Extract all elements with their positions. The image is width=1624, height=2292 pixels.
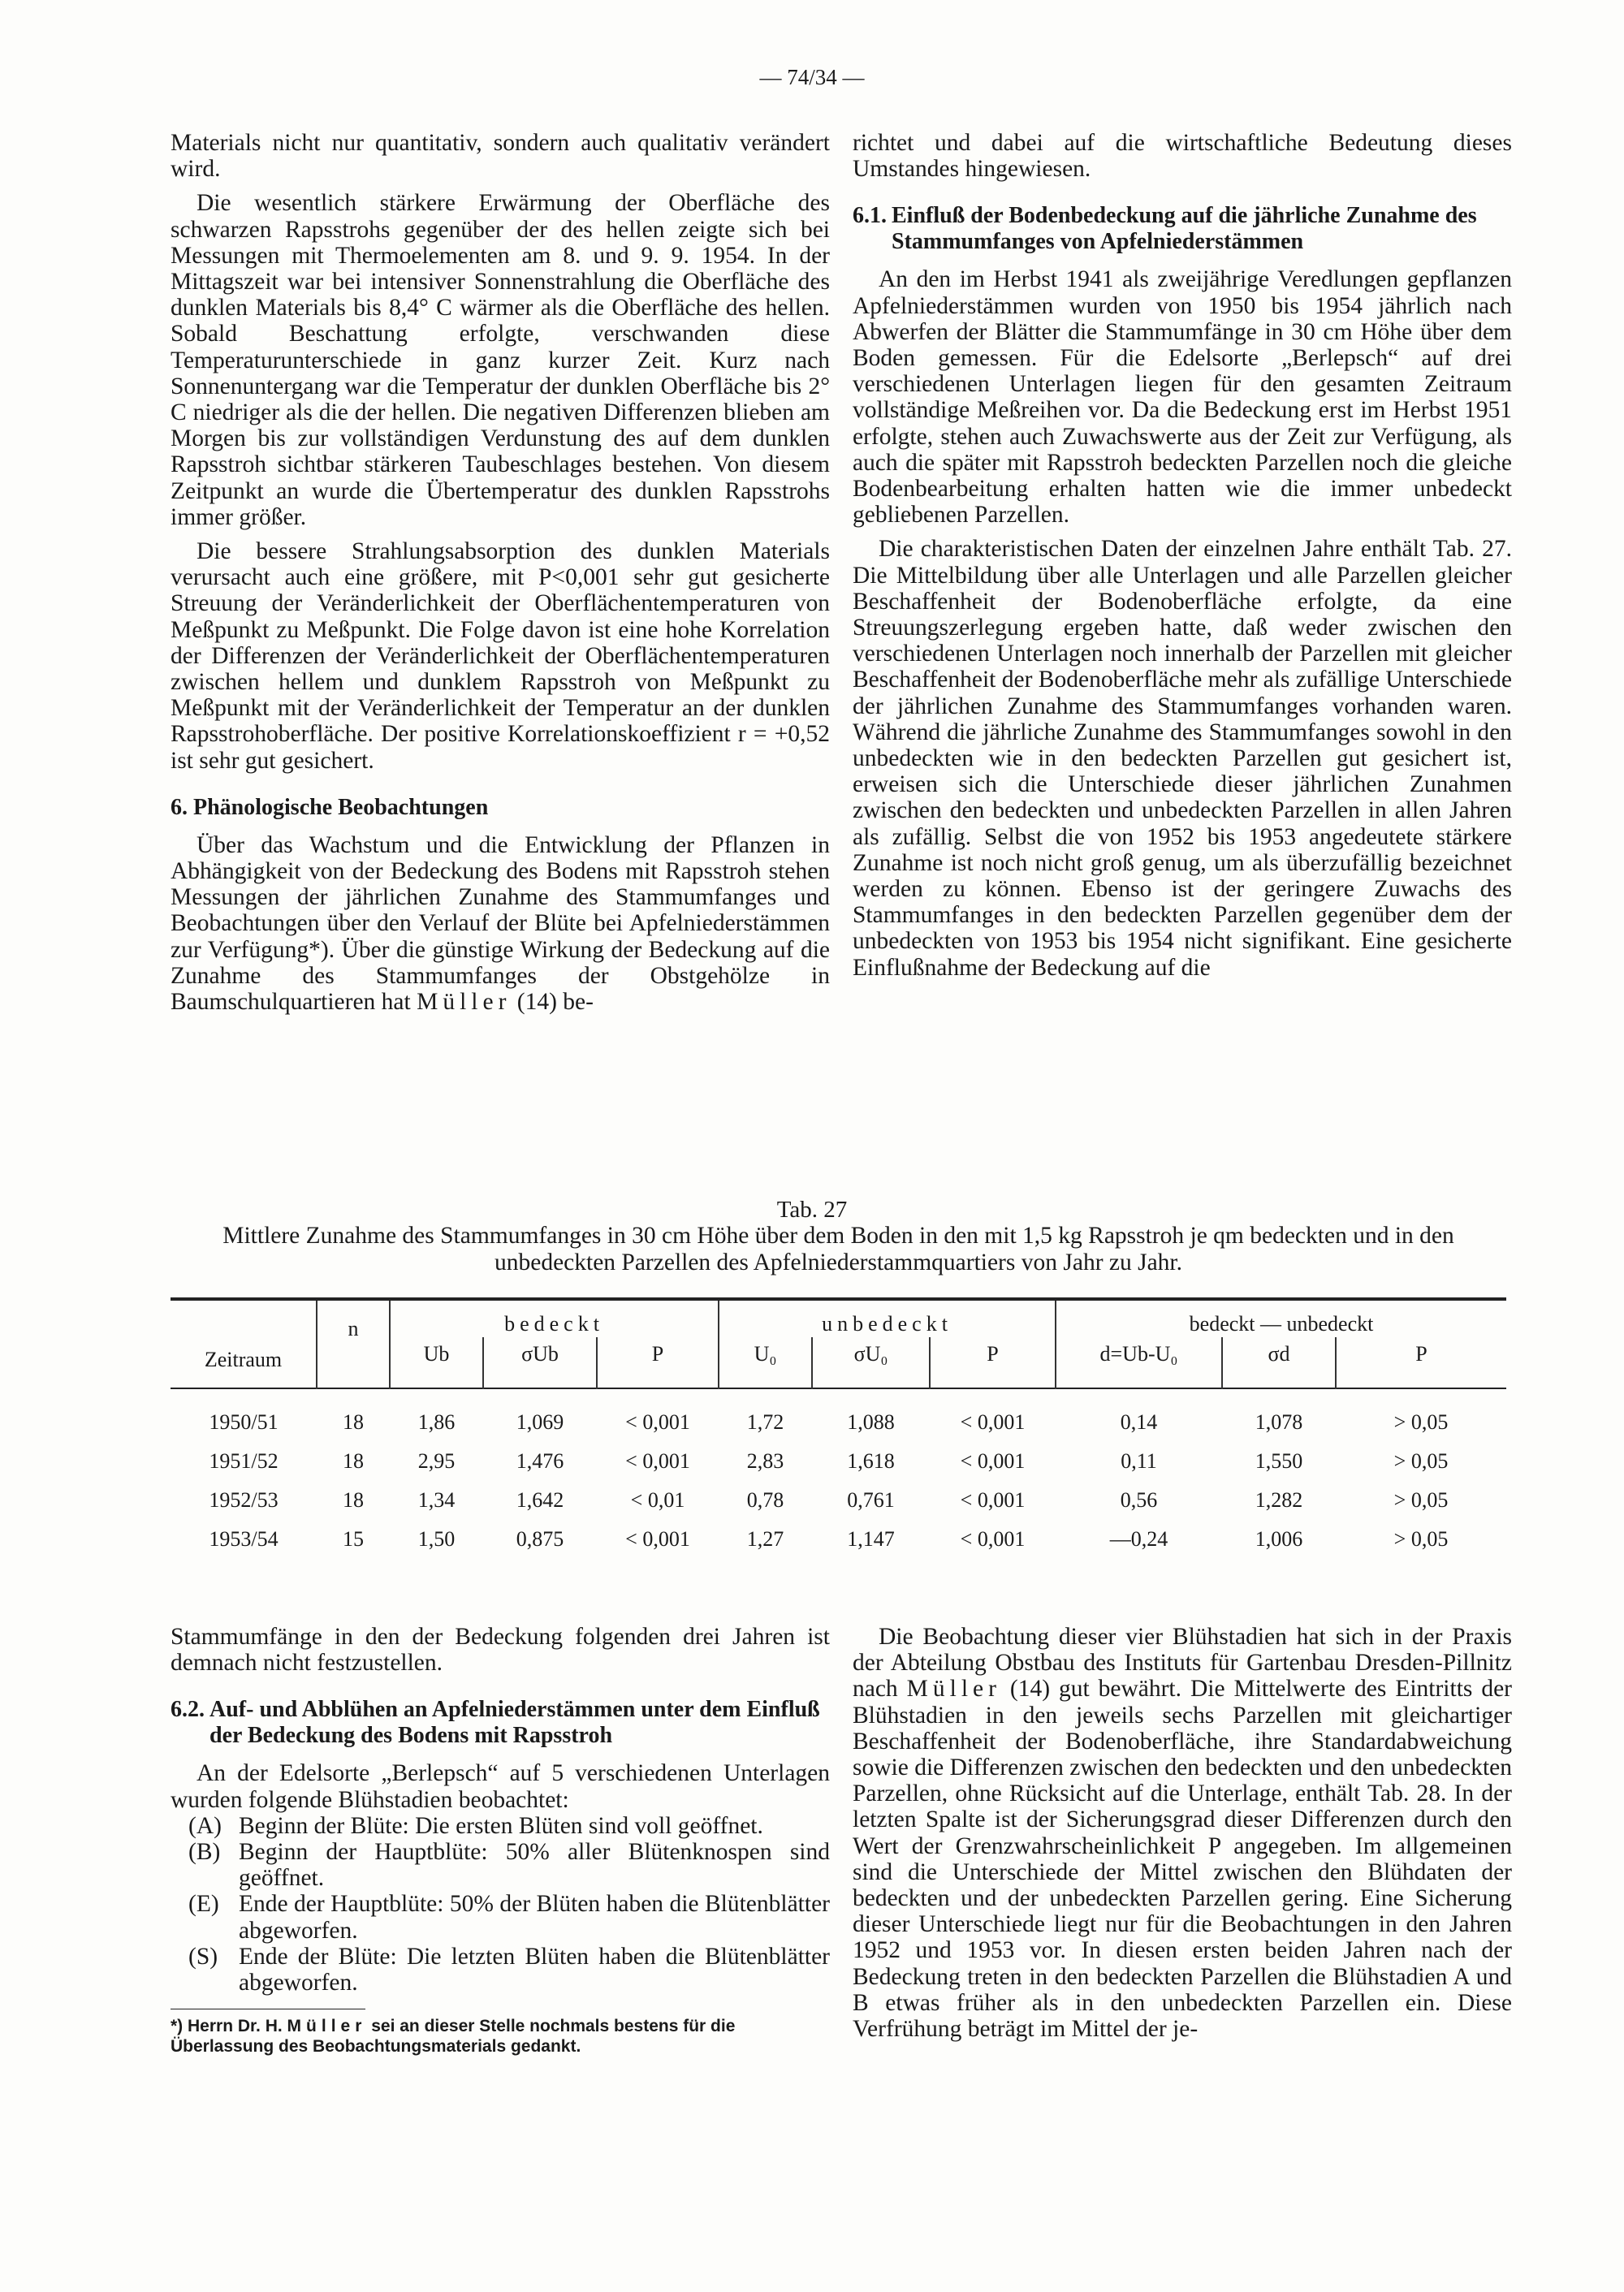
subheader-sigma-uo: σU₀ <box>812 1337 930 1388</box>
paragraph: Die charakteristischen Daten der einzelnen Jahre enthält Tab. 27. Die Mittelbildung über alle Unterlagen und alle Parzellen gleicher Beschaffenheit der Bodenoberfläche erfolgte, da eine Streuungszerlegung ergeben hatte, daß weder zwischen den verschiedenen Unterlagen noch innerhalb der Parzellen mit gleicher Beschaffenheit der Bodenoberfläche mehr als zufällige Unterschiede der jährlichen Zunahme des Stammumfanges vorhanden waren. Während die jährliche Zunahme des Stammumfanges sowohl in den unbedeckten wie in den bedeckten Parzellen gut gesichert ist, erweisen sich die Unterschiede dieser jährlichen Zunahmen zwischen den bedeckten und unbedeckten Parzellen in allen Jahren als zufällig. Selbst die von 1952 bis 1953 angedeutete stärkere Zunahme ist noch nicht groß genug, um als überzufällig bezeichnet werden zu können. Ebenso ist der geringere Zuwachs des Stammumfanges in den bedeckten Parzellen gegenüber dem der unbedeckten von 1953 bis 1954 nicht signifikant. Eine gesicherte Einflußnahme der Bedeckung auf die <box>853 536 1512 981</box>
heading-number: 6.1. <box>853 203 887 229</box>
cell-p-diff: > 0,05 <box>1393 1410 1449 1434</box>
cell-n: 18 <box>343 1449 364 1473</box>
section-heading-6-2 <box>171 1697 830 1749</box>
list-text: Beginn der Blüte: Die ersten Blüten sind voll geöffnet. <box>239 1812 763 1839</box>
header-zeitraum: Zeitraum <box>171 1299 317 1388</box>
data-table <box>171 1297 1506 1559</box>
header-n: n <box>317 1299 390 1388</box>
cell-uo: 0,78 <box>746 1488 784 1512</box>
paragraph: An der Edelsorte „Berlepsch“ auf 5 verschiedenen Unterlagen wurden folgende Blühstadien beobachtet: <box>171 1760 830 1813</box>
cell-zeitraum: 1953/54 <box>209 1527 279 1551</box>
section-heading-6-1 <box>853 203 1512 255</box>
cell-p-diff: > 0,05 <box>1393 1488 1449 1512</box>
subheader-p-diff: P <box>1415 1342 1427 1366</box>
list-text: Ende der Hauptblüte: 50% der Blüten haben die Blütenblätter abgeworfen. <box>239 1891 830 1944</box>
cell-sigma-d: 1,282 <box>1255 1488 1303 1512</box>
author-name: Müller <box>417 989 512 1016</box>
cell-ub: 1,34 <box>417 1488 456 1512</box>
subheader-ub: Ub <box>390 1337 483 1388</box>
cell-sigma-uo: 1,147 <box>847 1527 895 1551</box>
cell-zeitraum: 1950/51 <box>209 1410 279 1434</box>
list-letter: (E) <box>188 1891 219 1918</box>
cell-d: 0,56 <box>1120 1488 1158 1512</box>
section-heading-6: 6. Phänologische Beobachtungen <box>171 794 489 820</box>
subheader-sigma-ub: σUb <box>483 1337 597 1388</box>
cell-sigma-d: 1,550 <box>1255 1449 1303 1473</box>
author-name: Müller <box>287 2017 367 2036</box>
cell-sigma-ub: 1,476 <box>516 1449 564 1473</box>
cell-p-diff: > 0,05 <box>1393 1449 1449 1473</box>
cell-n: 15 <box>343 1527 364 1551</box>
paragraph: Über das Wachstum und die Entwicklung der Pflanzen in Abhängigkeit von der Bedeckung des Bodens mit Rapsstroh stehen Messungen der jährlichen Zunahme des Stammumfanges und Beobachtungen über den Verlauf der Blüte bei Apfelniederstämmen zur Verfügung*). Über die günstige Wirkung der Bedeckung auf die Zunahme des Stammumfanges der Obstgehölze in Baumschulquartieren hat Müller (14) be- <box>171 831 830 1016</box>
page-number: — 74/34 — <box>759 65 865 89</box>
left-column-upper <box>171 130 830 1023</box>
subheader-p-bedeckt: P <box>597 1337 719 1388</box>
paragraph: Die wesentlich stärkere Erwärmung der Oberfläche des schwarzen Rapsstrohs gegenüber der des hellen zeigte sich bei Messungen mit Thermoelementen am 8. und 9. 9. 1954. In der Mittagszeit war bei intensiver Sonnenstrahlung die Oberfläche des dunklen Materials bis 8,4° C wärmer als die Oberfläche des hellen. Sobald Beschattung erfolgte, verschwanden diese Temperaturunterschiede in ganz kurzer Zeit. Kurz nach Sonnenuntergang war die Temperatur der dunklen Oberfläche bis 2° C niedriger als die der hellen. Die negativen Differenzen blieben am Morgen bis zur vollständigen Verdunstung des auf dem dunklen Rapsstroh sichtbar stärkeren Taubeschlages bestehen. Von diesem Zeitpunkt an wurde die Übertemperatur des dunklen Rapsstrohs immer größer. <box>171 190 830 530</box>
subheader-d: d=Ub-U₀ <box>1056 1337 1222 1388</box>
header-difference: bedeckt — unbedeckt <box>1189 1312 1374 1336</box>
cell-zeitraum: 1951/52 <box>209 1449 279 1473</box>
cell-uo: 2,83 <box>746 1449 784 1473</box>
paragraph: Stammumfänge in den der Bedeckung folgenden drei Jahren ist demnach nicht festzustellen. <box>171 1624 830 1677</box>
table-row <box>171 1520 1506 1559</box>
cell-ub: 1,50 <box>417 1527 456 1551</box>
list-item <box>171 1891 830 1943</box>
cell-ub: 1,86 <box>417 1410 456 1434</box>
cell-sigma-uo: 1,088 <box>847 1410 895 1434</box>
footnote: *) Herrn Dr. H. Müller sei an dieser Stelle nochmals bestens für die Überlassung des Beobachtungsmaterials gedankt. <box>171 2017 736 2057</box>
list-letter: (A) <box>188 1812 222 1839</box>
right-column-upper <box>853 130 1512 989</box>
cell-d: 0,14 <box>1120 1410 1158 1434</box>
list-text: Ende der Blüte: Die letzten Blüten haben die Blütenblätter abgeworfen. <box>239 1943 830 1996</box>
cell-p-bedeckt: < 0,001 <box>625 1449 690 1473</box>
subheader-uo: U₀ <box>719 1337 812 1388</box>
header-bedeckt: bedeckt <box>390 1299 719 1337</box>
paragraph: richtet und dabei auf die wirtschaftliche Bedeutung dieses Umstandes hingewiesen. <box>853 130 1512 183</box>
cell-zeitraum: 1952/53 <box>209 1488 279 1512</box>
list-text: Beginn der Hauptblüte: 50% aller Blütenknospen sind geöffnet. <box>239 1839 830 1892</box>
left-column-lower <box>171 1624 830 2057</box>
subheader-p-unbedeckt: P <box>930 1337 1056 1388</box>
table-row <box>171 1442 1506 1481</box>
cell-sigma-uo: 1,618 <box>847 1449 895 1473</box>
list-item <box>171 1839 830 1891</box>
heading-text: Auf- und Abblühen an Apfelniederstämmen unter dem Einfluß der Bedeckung des Bodens mit Rapsstroh <box>209 1697 820 1749</box>
cell-n: 18 <box>343 1488 364 1512</box>
heading-text: Einfluß der Bodenbedeckung auf die jährliche Zunahme des Stammumfanges von Apfelniederstämmen <box>892 203 1477 255</box>
cell-sigma-ub: 1,069 <box>516 1410 564 1434</box>
cell-d: 0,11 <box>1121 1449 1157 1473</box>
paragraph: Die Beobachtung dieser vier Blühstadien hat sich in der Praxis der Abteilung Obstbau des Instituts für Gartenbau Dresden-Pillnitz nach Müller (14) gut bewährt. Die Mittelwerte des Eintritts der Blühstadien in den jeweils sechs Parzellen mit gleichartiger Beschaffenheit der Bodenoberfläche, ihre Standardabweichung sowie die Differenzen zwischen den bedeckten und den unbedeckten Parzellen, ohne Rücksicht auf die Unterlage, enthält Tab. 28. In der letzten Spalte ist der Sicherungsgrad dieser Differenzen durch den Wert der Grenzwahrscheinlichkeit P angegeben. Im allgemeinen sind die Unterschiede der Mittel zwischen den Blühdaten der bedeckten und der unbedeckten Parzellen gering. Eine Sicherung dieser Unterschiede liegt nur für die Beobachtungen in den Jahren 1952 und 1953 vor. In diesen ersten beiden Jahren nach der Bedeckung treten in den bedeckten Parzellen die Blühstadien A und B etwas früher als in den unbedeckten Parzellen ein. Diese Verfrühung beträgt im Mittel der je- <box>853 1624 1513 2043</box>
cell-p-bedeckt: < 0,001 <box>625 1410 690 1434</box>
cell-p-bedeckt: < 0,001 <box>625 1527 690 1551</box>
cell-uo: 1,27 <box>746 1527 784 1551</box>
cell-sigma-d: 1,078 <box>1255 1410 1303 1434</box>
cell-p-unbedeckt: < 0,001 <box>960 1488 1026 1512</box>
table-caption: Mittlere Zunahme des Stammumfanges in 30 cm Höhe über dem Boden in den mit 1,5 kg Rapsstroh je qm bedeckten und in den unbedeckten Parzellen des Apfelniederstammquartiers von Jahr zu Jahr. <box>222 1223 1454 1275</box>
paragraph: Materials nicht nur quantitativ, sondern auch qualitativ verändert wird. <box>171 130 830 183</box>
cell-sigma-ub: 0,875 <box>516 1527 564 1551</box>
cell-sigma-uo: 0,761 <box>847 1488 895 1512</box>
list-item <box>171 1944 830 1996</box>
cell-p-unbedeckt: < 0,001 <box>960 1527 1026 1551</box>
paragraph: Die bessere Strahlungsabsorption des dunklen Materials verursacht auch eine größere, mit P<0,001 sehr gut gesicherte Streuung der Veränderlichkeit der Oberflächentemperaturen von Meßpunkt zu Meßpunkt. Die Folge davon ist eine hohe Korrelation der Differenzen der Veränderlichkeit der Oberflächentemperaturen zwischen hellem und dunklem Rapsstroh von Meßpunkt zu Meßpunkt mit der Veränderlichkeit der Temperatur an der dunklen Rapsstrohoberfläche. Der positive Korrelationskoeffizient r = +0,52 ist sehr gut gesichert. <box>171 538 830 774</box>
cell-uo: 1,72 <box>746 1410 784 1434</box>
table-number: Tab. 27 <box>776 1197 848 1223</box>
footnote-rule <box>171 2009 365 2016</box>
table-row <box>171 1389 1506 1442</box>
cell-p-unbedeckt: < 0,001 <box>960 1449 1026 1473</box>
list-letter: (B) <box>188 1839 221 1866</box>
paragraph: An den im Herbst 1941 als zweijährige Veredlungen gepflanzen Apfelniederstämmen wurden von 1950 bis 1954 jährlich nach Abwerfen der Blätter die Stammumfänge in 30 cm Höhe über dem Boden gemessen. Für die Edelsorte „Berlepsch“ auf drei verschiedenen Unterlagen liegen für den gesamten Zeitraum vollständige Meßreihen vor. Da die Bedeckung erst im Herbst 1951 erfolgte, stehen auch Zuwachswerte aus der Zeit zur Verfügung, als auch die später mit Rapsstroh bedeckten Parzellen noch die gleiche Bodenbearbeitung erhalten hatten wie die immer unbedeckt gebliebenen Parzellen. <box>853 266 1512 529</box>
cell-n: 18 <box>343 1410 364 1434</box>
cell-p-diff: > 0,05 <box>1393 1527 1449 1551</box>
cell-d: —0,24 <box>1109 1527 1168 1551</box>
list-item <box>171 1813 830 1839</box>
list-letter: (S) <box>188 1943 218 1970</box>
cell-ub: 2,95 <box>417 1449 456 1473</box>
right-column-lower <box>853 1624 1512 2050</box>
cell-p-unbedeckt: < 0,001 <box>960 1410 1026 1434</box>
subheader-sigma-d: σd <box>1222 1337 1336 1388</box>
author-name: Müller <box>906 1676 1001 1703</box>
cell-sigma-ub: 1,642 <box>516 1488 564 1512</box>
table-row <box>171 1481 1506 1520</box>
header-unbedeckt: unbedeckt <box>719 1299 1056 1337</box>
table-header-row <box>171 1299 1506 1337</box>
cell-sigma-d: 1,006 <box>1255 1527 1303 1551</box>
heading-number: 6.2. <box>171 1697 205 1723</box>
cell-p-bedeckt: < 0,01 <box>630 1488 685 1512</box>
